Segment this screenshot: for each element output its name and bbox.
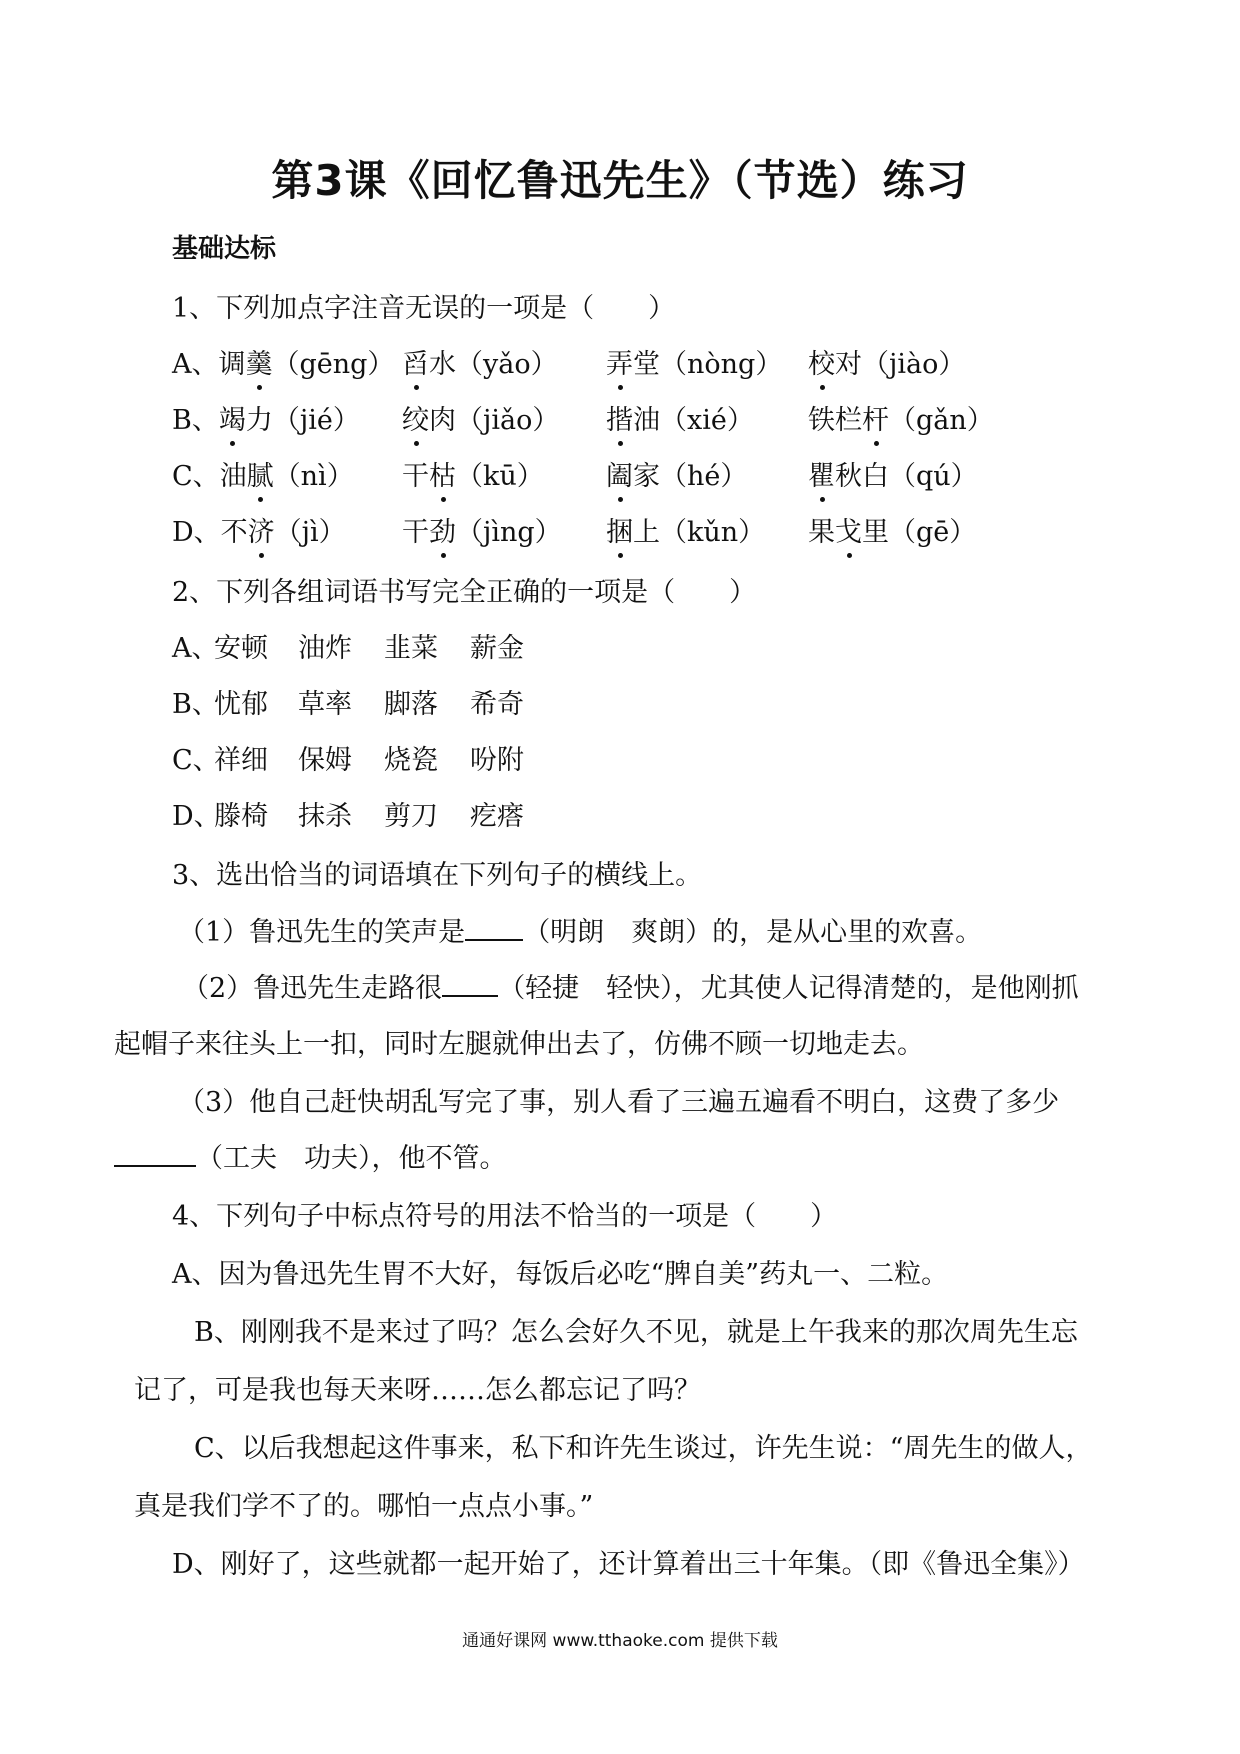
pinyin: （yǎo） [456, 349, 558, 380]
answer-blank-1[interactable] [465, 917, 523, 941]
q1-option-1-word-4 [808, 342, 965, 381]
q3-sentence-1 [178, 910, 982, 949]
q2-stem: 2、下列各组词语书写完全正确的一项是（ ） [172, 577, 757, 608]
pinyin: （jìng） [456, 517, 562, 548]
word-suffix: 堂 [633, 349, 660, 380]
word-prefix: 油 [219, 461, 247, 492]
q4-stem: 4、下列句子中标点符号的用法不恰当的一项是（ ） [172, 1201, 838, 1232]
pinyin: （qú） [889, 461, 978, 492]
q1-option-label: B、 [172, 405, 219, 436]
q2-option-3-word-3: 烧瓷 [384, 745, 438, 776]
q3-s1-text-a: （1）鲁迅先生的笑声是 [178, 917, 466, 948]
q1-option-4-word-1 [172, 510, 346, 549]
q2-option-label: B、 [172, 689, 219, 720]
q3-s2-text-b: （轻捷 轻快），尤其使人记得清楚的，是他刚抓 [498, 973, 1079, 1004]
q4-option-b-cont: 记了，可是我也每天来呀……怎么都忘记了吗？ [134, 1375, 701, 1406]
q2-option-4-word-3: 剪刀 [384, 801, 438, 832]
dotted-character: 杆 [862, 398, 889, 437]
q2-option-1-word-2: 油炸 [298, 633, 352, 664]
q2-option-3-word-4: 吩附 [470, 745, 524, 776]
dotted-character: 揩 [606, 398, 633, 437]
pinyin: （gē） [889, 517, 977, 548]
dotted-character: 劲 [429, 510, 456, 549]
dotted-character: 弄 [606, 342, 633, 381]
page-title: 第3课《回忆鲁迅先生》（节选）练习 [271, 156, 969, 205]
word-suffix: 上 [633, 517, 660, 548]
q2-option-2-word-2: 草率 [298, 689, 352, 720]
q1-option-1-word-1 [172, 342, 394, 381]
word-suffix: 秋白 [835, 461, 889, 492]
dotted-character: 绞 [402, 398, 429, 437]
pinyin: （gǎn） [889, 405, 994, 436]
q2-option-label: A、 [172, 633, 219, 664]
dotted-character: 阖 [606, 454, 633, 493]
dotted-character: 校 [808, 342, 835, 381]
dotted-character: 戈 [835, 510, 862, 549]
pinyin: （jì） [274, 517, 346, 548]
q3-sentence-2 [182, 966, 1079, 1005]
pinyin: （xié） [660, 405, 754, 436]
q4-option-d: D、刚好了，这些就都一起开始了，还计算着出三十年集。（即《鲁迅全集》） [172, 1549, 1085, 1580]
q1-option-2-word-3 [606, 398, 754, 437]
q3-sentence-3-cont [114, 1136, 507, 1175]
word-suffix: 力 [245, 405, 273, 436]
q1-option-3-word-2 [402, 454, 544, 493]
q2-option-label: C、 [172, 745, 220, 776]
word-suffix: 肉 [429, 405, 456, 436]
section-heading: 基础达标 [172, 234, 277, 264]
word-suffix: 对 [835, 349, 862, 380]
q1-option-1-word-2 [402, 342, 558, 381]
q3-sentence-2-cont: 起帽子来往头上一扣，同时左腿就伸出去了，仿佛不顾一切地走去。 [114, 1029, 924, 1060]
dotted-character: 羹 [246, 342, 273, 381]
dotted-character: 捆 [606, 510, 633, 549]
q3-s2-text-a: （2）鲁迅先生走路很 [182, 973, 443, 1004]
q2-option-3-word-1: 祥细 [214, 745, 268, 776]
pinyin: （nòng） [660, 349, 783, 380]
q4-option-b: B、刚刚我不是来过了吗？怎么会好久不见，就是上午我来的那次周先生忘 [194, 1317, 1078, 1348]
q4-option-c-cont: 真是我们学不了的。哪怕一点点小事。” [134, 1491, 594, 1522]
pinyin: （jiào） [862, 349, 966, 380]
pinyin: （jié） [272, 405, 360, 436]
word-suffix: 油 [633, 405, 660, 436]
word-suffix: 里 [862, 517, 889, 548]
dotted-character: 济 [248, 510, 275, 549]
q1-option-3-word-1 [172, 454, 354, 493]
word-prefix: 不 [220, 517, 248, 548]
answer-blank-3[interactable] [114, 1143, 196, 1167]
word-prefix: 调 [218, 349, 246, 380]
q4-option-a: A、因为鲁迅先生胃不大好，每饭后必吃“脾自美”药丸一、二粒。 [172, 1259, 949, 1290]
pinyin: （jiǎo） [456, 405, 560, 436]
footer-source: 通通好课网 www.tthaoke.com 提供下载 [462, 1631, 778, 1651]
q2-option-3-word-2: 保姆 [298, 745, 352, 776]
q3-s1-text-b: （明朗 爽朗）的，是从心里的欢喜。 [523, 917, 983, 948]
pinyin: （nì） [273, 461, 354, 492]
q2-option-4-word-4: 疙瘩 [470, 801, 524, 832]
q2-option-2-word-3: 脚落 [384, 689, 438, 720]
word-prefix: 干 [402, 461, 429, 492]
q1-option-3-word-3 [606, 454, 747, 493]
dotted-character: 瞿 [808, 454, 835, 493]
pinyin: （gēng） [272, 349, 395, 380]
q2-option-4-word-2: 抹杀 [298, 801, 352, 832]
q1-option-label: D、 [172, 517, 221, 548]
dotted-character: 枯 [429, 454, 456, 493]
q3-stem: 3、选出恰当的词语填在下列句子的横线上。 [172, 860, 703, 891]
word-prefix: 果 [808, 517, 835, 548]
pinyin: （kǔn） [660, 517, 766, 548]
dotted-character: 竭 [219, 398, 246, 437]
q2-option-label: D、 [172, 801, 221, 832]
word-suffix: 水 [429, 349, 456, 380]
q1-option-2-word-4 [808, 398, 994, 437]
q2-option-4-word-1: 滕椅 [214, 801, 268, 832]
q2-option-1-word-4: 薪金 [470, 633, 524, 664]
q1-option-4-word-3 [606, 510, 765, 549]
q3-sentence-3: （3）他自己赶快胡乱写完了事，别人看了三遍五遍看不明白，这费了多少 [178, 1087, 1060, 1118]
q1-option-3-word-4 [808, 454, 978, 493]
q1-option-4-word-2 [402, 510, 562, 549]
q4-option-c: C、以后我想起这件事来，私下和许先生谈过，许先生说：“周先生的做人， [194, 1433, 1093, 1464]
q1-option-4-word-4 [808, 510, 976, 549]
q1-option-label: A、 [172, 349, 219, 380]
q3-s3-text-b: （工夫 功夫），他不管。 [196, 1143, 507, 1174]
dotted-character: 腻 [247, 454, 274, 493]
q1-option-label: C、 [172, 461, 220, 492]
q1-stem: 1、下列加点字注音无误的一项是（ ） [172, 293, 676, 324]
q2-option-2-word-1: 忧郁 [214, 689, 268, 720]
q1-option-2-word-1 [172, 398, 360, 437]
q2-option-1-word-3: 韭菜 [384, 633, 438, 664]
pinyin: （kū） [456, 461, 544, 492]
word-prefix: 铁栏 [808, 405, 862, 436]
answer-blank-2[interactable] [442, 973, 498, 997]
word-prefix: 干 [402, 517, 429, 548]
q2-option-1-word-1: 安顿 [214, 633, 268, 664]
q1-option-2-word-2 [402, 398, 559, 437]
q1-option-1-word-3 [606, 342, 782, 381]
q2-option-2-word-4: 希奇 [470, 689, 524, 720]
pinyin: （hé） [660, 461, 748, 492]
dotted-character: 舀 [402, 342, 429, 381]
word-suffix: 家 [633, 461, 660, 492]
